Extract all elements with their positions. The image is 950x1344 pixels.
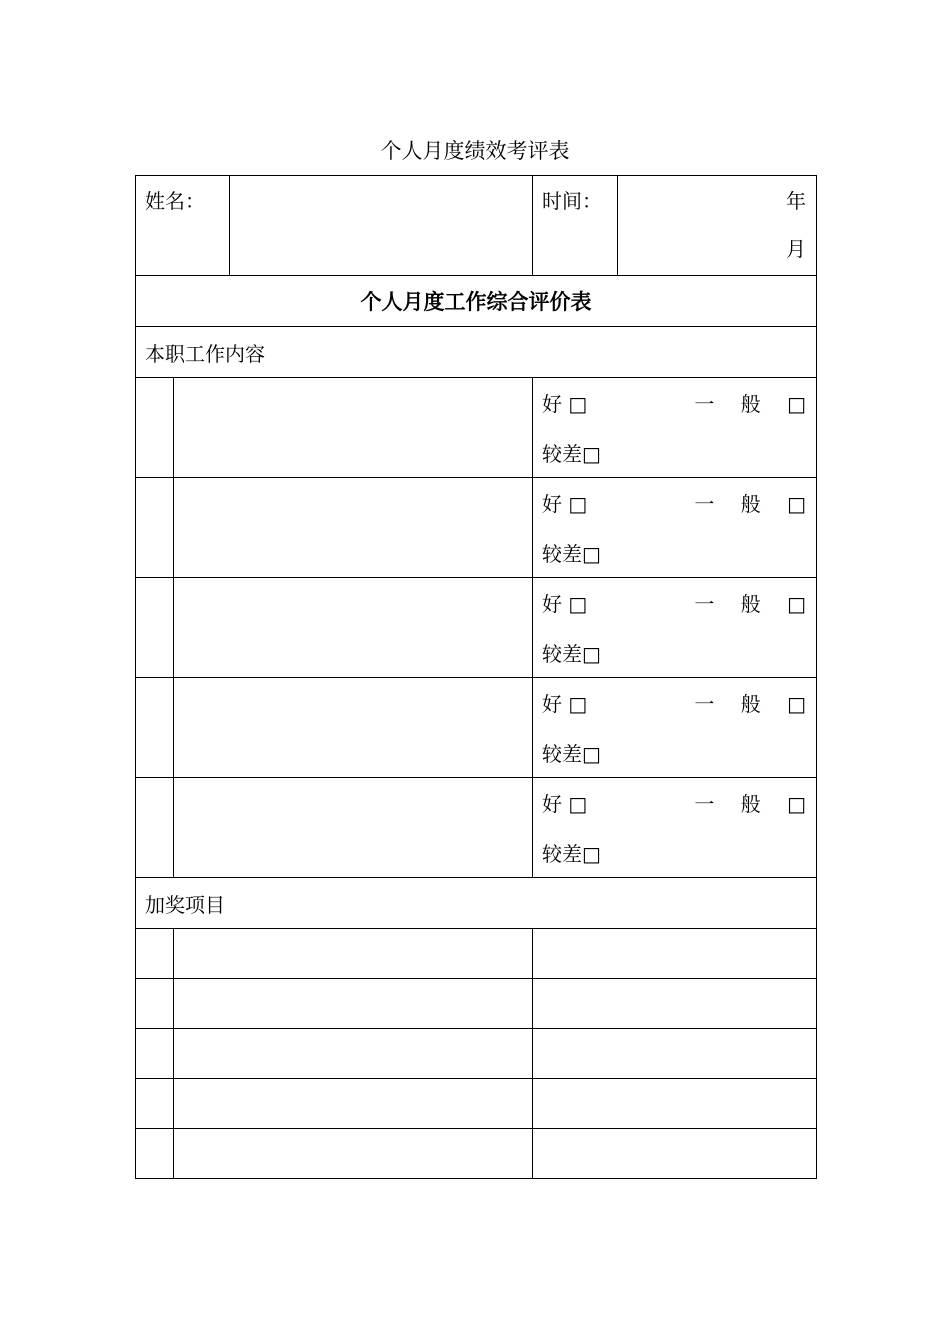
- subtitle-row: [136, 276, 817, 327]
- bonus-item-content-field[interactable]: [174, 979, 533, 1029]
- rating-good-checkbox[interactable]: 好 □: [542, 692, 588, 716]
- rating-good-checkbox[interactable]: 好 □: [542, 592, 588, 616]
- name-label-cell: [136, 176, 230, 276]
- work-item-row: [136, 478, 817, 578]
- work-item-rating-cell: [533, 778, 817, 878]
- bonus-item-row: [136, 979, 817, 1029]
- name-value-field[interactable]: [230, 176, 533, 276]
- work-item-content-field[interactable]: [174, 778, 533, 878]
- rating-good-checkbox[interactable]: 好 □: [542, 392, 588, 416]
- bonus-item-index-cell[interactable]: [136, 929, 174, 979]
- work-item-content-field[interactable]: [174, 678, 533, 778]
- bonus-item-content-field[interactable]: [174, 1079, 533, 1129]
- rating-poor-checkbox[interactable]: 较差□: [542, 642, 601, 666]
- evaluation-form-table: [135, 175, 817, 1179]
- time-label: 时间：: [542, 189, 602, 213]
- work-item-content-field[interactable]: [174, 578, 533, 678]
- work-item-row: [136, 678, 817, 778]
- bonus-item-score-field[interactable]: [533, 979, 817, 1029]
- rating-average-checkbox[interactable]: 一 般 □: [694, 692, 816, 716]
- work-section-row: [136, 327, 817, 378]
- rating-poor-checkbox[interactable]: 较差□: [542, 442, 601, 466]
- bonus-item-content-field[interactable]: [174, 1029, 533, 1079]
- rating-average-checkbox[interactable]: 一 般 □: [694, 592, 816, 616]
- bonus-item-index-cell[interactable]: [136, 979, 174, 1029]
- bonus-item-row: [136, 1029, 817, 1079]
- document-title: 个人月度绩效考评表: [380, 139, 570, 163]
- work-item-index-cell[interactable]: [136, 478, 174, 578]
- bonus-item-content-field[interactable]: [174, 929, 533, 979]
- work-item-rating-cell: [533, 678, 817, 778]
- work-item-index-cell[interactable]: [136, 578, 174, 678]
- bonus-item-row: [136, 929, 817, 979]
- time-label-cell: [533, 176, 618, 276]
- work-item-rating-cell: [533, 478, 817, 578]
- work-item-row: [136, 578, 817, 678]
- bonus-item-index-cell[interactable]: [136, 1129, 174, 1179]
- rating-poor-checkbox[interactable]: 较差□: [542, 742, 601, 766]
- work-item-index-cell[interactable]: [136, 678, 174, 778]
- rating-good-checkbox[interactable]: 好 □: [542, 792, 588, 816]
- bonus-item-content-field[interactable]: [174, 1129, 533, 1179]
- bonus-item-index-cell[interactable]: [136, 1079, 174, 1129]
- month-label: 月: [786, 237, 806, 261]
- work-item-content-field[interactable]: [174, 478, 533, 578]
- rating-average-checkbox[interactable]: 一 般 □: [694, 392, 816, 416]
- bonus-item-score-field[interactable]: [533, 929, 817, 979]
- bonus-section-label: 加奖项目: [136, 878, 817, 929]
- work-item-content-field[interactable]: [174, 378, 533, 478]
- year-label: 年: [786, 189, 806, 213]
- rating-poor-checkbox[interactable]: 较差□: [542, 542, 601, 566]
- bonus-item-score-field[interactable]: [533, 1029, 817, 1079]
- bonus-item-row: [136, 1079, 817, 1129]
- work-item-row: [136, 378, 817, 478]
- work-item-row: [136, 778, 817, 878]
- form-subtitle: 个人月度工作综合评价表: [136, 276, 817, 327]
- bonus-item-score-field[interactable]: [533, 1129, 817, 1179]
- bonus-item-score-field[interactable]: [533, 1079, 817, 1129]
- bonus-section-row: [136, 878, 817, 929]
- rating-average-checkbox[interactable]: 一 般 □: [694, 792, 816, 816]
- rating-average-checkbox[interactable]: 一 般 □: [694, 492, 816, 516]
- bonus-item-index-cell[interactable]: [136, 1029, 174, 1079]
- work-item-rating-cell: [533, 578, 817, 678]
- rating-poor-checkbox[interactable]: 较差□: [542, 842, 601, 866]
- name-label: 姓名：: [145, 189, 205, 213]
- work-item-index-cell[interactable]: [136, 778, 174, 878]
- work-section-label: 本职工作内容: [136, 327, 817, 378]
- work-item-rating-cell: [533, 378, 817, 478]
- header-row: [136, 176, 817, 276]
- rating-good-checkbox[interactable]: 好 □: [542, 492, 588, 516]
- work-item-index-cell[interactable]: [136, 378, 174, 478]
- date-value-field[interactable]: [618, 176, 817, 276]
- bonus-item-row: [136, 1129, 817, 1179]
